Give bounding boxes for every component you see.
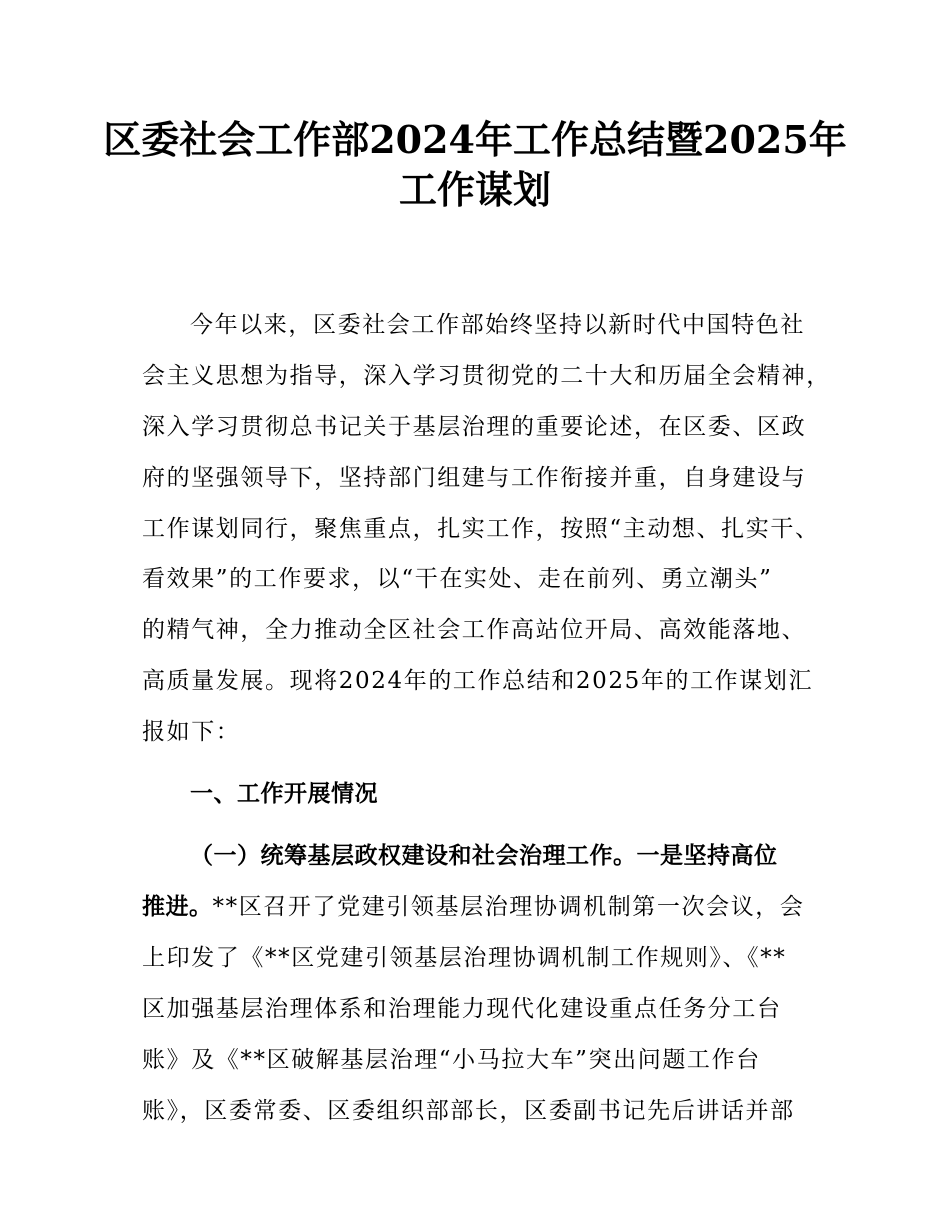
body-paragraph-line: 账》及《**区破解基层治理“小马拉大车”突出问题工作台 [142,1047,761,1073]
document-title-line-1: 区委社会工作部2024年工作总结暨2025年 [103,117,847,162]
intro-paragraph-line: 今年以来，区委社会工作部始终坚持以新时代中国特色社 [190,312,805,338]
intro-paragraph-line: 深入学习贯彻总书记关于基层治理的重要论述，在区委、区政 [142,414,807,440]
body-paragraph-line: 账》，区委常委、区委组织部部长，区委副书记先后讲话并部 [142,1098,795,1124]
intro-paragraph-line: 看效果”的工作要求，以“干在实处、走在前列、勇立潮头” [142,566,773,592]
body-paragraph-line [142,892,822,922]
intro-paragraph-line: 府的坚强领导下，坚持部门组建与工作衔接并重，自身建设与 [142,465,807,491]
intro-paragraph-line: 会主义思想为指导，深入学习贯彻党的二十大和历届全会精神， [142,363,831,389]
body-paragraph-line: 上印发了《**区党建引领基层治理协调机制工作规则》、《** [142,945,787,971]
body-text: **区召开了党建引领基层治理协调机制第一次会议，会 [212,894,805,920]
intro-paragraph-line: 工作谋划同行，聚焦重点，扎实工作，按照“主动想、扎实干、 [142,516,820,542]
body-paragraph-line: 区加强基层治理体系和治理能力现代化建设重点任务分工台 [142,996,782,1022]
intro-paragraph-line: 报如下： [142,719,241,745]
sub-heading: （一）统筹基层政权建设和社会治理工作。一是坚持高位 [190,843,778,869]
document-title-line-2: 工作谋划 [398,167,551,212]
intro-paragraph-line: 的精气神，全力推动全区社会工作高站位开局、高效能落地、 [142,617,807,643]
section-heading: 一、工作开展情况 [190,781,378,807]
sub-heading-continuation: 推进。 [142,894,213,920]
intro-paragraph-line: 高质量发展。现将2024年的工作总结和2025年的工作谋划汇 [142,668,814,694]
